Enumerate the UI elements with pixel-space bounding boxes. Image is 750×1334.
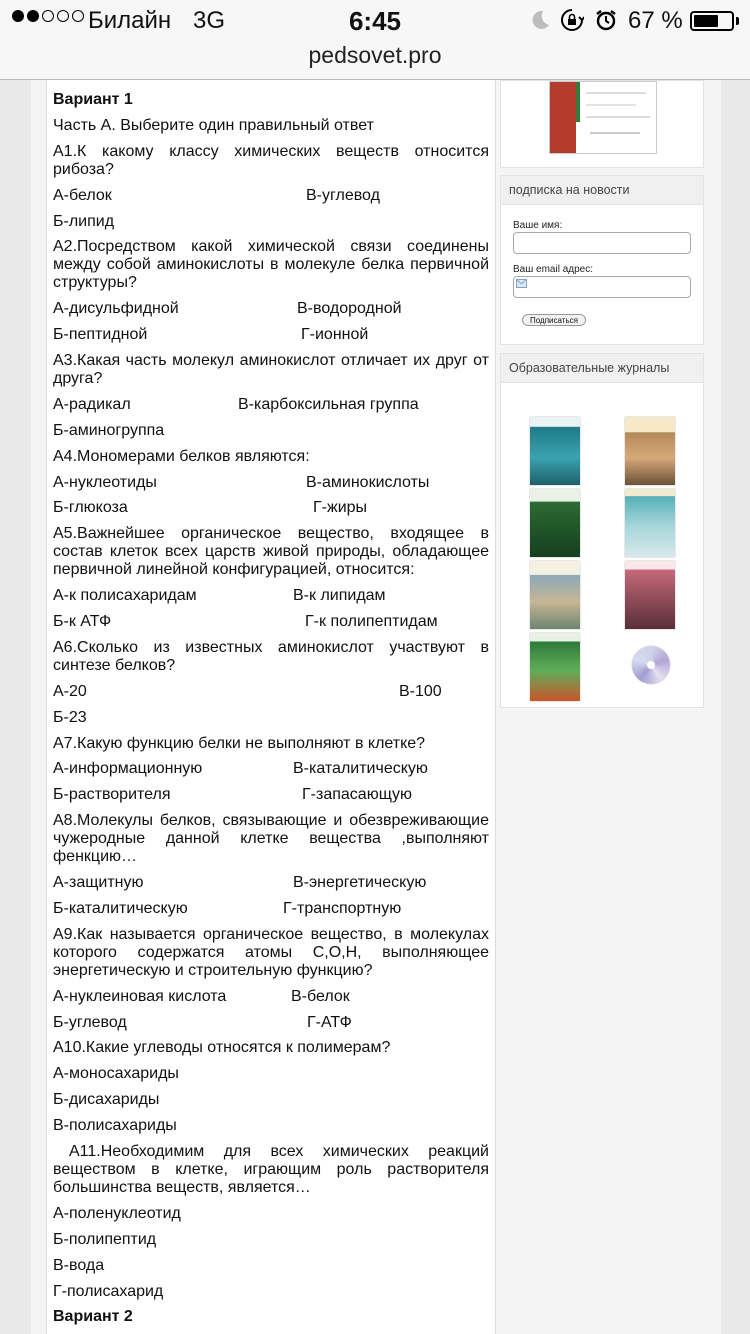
question-a2: А2.Посредством какой химической связи соединены между собой аминокислоты в молекуле белка первичной структуры? (53, 238, 489, 291)
clock: 6:45 (348, 6, 402, 36)
question-a6: А6.Сколько из известных аминокислот участвуют в синтезе белков? (53, 639, 489, 674)
question-a1: А1.К какому классу химических веществ относится рибоза? (53, 143, 489, 178)
answer-option: Г-АТФ (307, 1014, 352, 1031)
name-label: Ваше имя: (513, 220, 563, 231)
journals-title: Образовательные журналы (501, 354, 703, 383)
answer-option: В-белок (291, 988, 350, 1005)
answer-option: А-нуклеотиды (53, 474, 157, 491)
magazine-cover-3[interactable] (530, 489, 580, 557)
question-a9: А9.Как называется органическое вещество, в молекулах которого содержатся атомы С,О,Н, выполняющее энергетическую и строительную функцию? (53, 926, 489, 979)
answer-option: В-полисахариды (53, 1117, 177, 1134)
answer-option: В-углевод (306, 187, 380, 204)
cd-disc[interactable] (632, 646, 670, 684)
answer-option: Б-каталитическую (53, 900, 188, 917)
answer-option: В-водородной (297, 300, 402, 317)
sidebar-banner-box (500, 80, 704, 168)
answer-option: В-аминокислоты (306, 474, 430, 491)
answer-option: Г-запасающую (302, 786, 413, 803)
answer-option: Б-аминогруппа (53, 422, 165, 439)
carrier-name: Билайн (88, 7, 172, 34)
answer-option: Г-ионной (301, 326, 369, 343)
answer-option: В-100 (399, 683, 442, 700)
subscribe-widget (500, 175, 704, 345)
subscribe-button[interactable]: Подписаться (522, 314, 586, 326)
address-bar[interactable] (0, 40, 750, 80)
status-bar (0, 0, 750, 40)
answer-option: Б-дисахариды (53, 1091, 160, 1108)
answer-option: А-поленуклеотид (53, 1205, 181, 1222)
alarm-icon (594, 8, 618, 32)
email-label: Ваш email адрес: (513, 264, 594, 275)
magazine-cover-6[interactable] (625, 561, 675, 629)
question-a11: А11.Необходимим для всех химических реакций веществом в клетке, играющим роль растворителя большинства веществ, является… (53, 1143, 489, 1196)
magazine-cover-1[interactable] (530, 417, 580, 485)
variant-title: Вариант 2 (53, 1308, 133, 1325)
answer-option: А-моносахариды (53, 1065, 179, 1082)
rotation-lock-icon (560, 8, 584, 32)
answer-option: В-каталитическую (293, 760, 428, 777)
magazine-cover-7[interactable] (530, 633, 580, 701)
magazine-cover-4[interactable] (625, 489, 675, 557)
answer-option: Б-углевод (53, 1014, 127, 1031)
answer-option: А-к полисахаридам (53, 587, 197, 604)
answer-option: Г-транспортную (283, 900, 402, 917)
answer-option: Г-к полипептидам (305, 613, 438, 630)
answer-option: В-карбоксильная группа (238, 396, 419, 413)
answer-option: А-защитную (53, 874, 144, 891)
answer-option: А-белок (53, 187, 112, 204)
answer-option: Б-липид (53, 213, 115, 230)
question-a4: А4.Мономерами белков являются: (53, 448, 310, 465)
moon-icon (528, 8, 552, 32)
book-cover-image[interactable] (549, 81, 657, 154)
subscribe-title: подписка на новости (501, 176, 703, 205)
envelope-icon (516, 279, 527, 288)
battery-percent: 67 % (628, 7, 683, 34)
answer-option: В-вода (53, 1257, 105, 1274)
answer-option: А-20 (53, 683, 87, 700)
answer-option: Б-полипептид (53, 1231, 157, 1248)
question-a8: А8.Молекулы белков, связывающие и обезвреживающие чужеродные данной клетке вещества ,выполняют фенкцию… (53, 812, 489, 865)
answer-option: Б-растворителя (53, 786, 171, 803)
url-text: pedsovet.pro (308, 42, 442, 68)
answer-option: Б-23 (53, 709, 87, 726)
magazine-cover-5[interactable] (530, 561, 580, 629)
question-a7: А7.Какую функцию белки не выполняют в клетке? (53, 735, 426, 752)
email-input[interactable] (513, 276, 691, 298)
magazine-cover-director[interactable] (625, 417, 675, 485)
question-a5: А5.Важнейшее органическое вещество, входящее в состав клеток всех царств живой природы, обладающее первичной линейной конфигурацией, относится: (53, 525, 489, 578)
answer-option: А-информационную (53, 760, 203, 777)
answer-option: В-к липидам (293, 587, 386, 604)
network-type: 3G (193, 7, 226, 34)
answer-option: А-радикал (53, 396, 131, 413)
answer-option: Б-к АТФ (53, 613, 112, 630)
answer-option: Г-жиры (313, 499, 368, 516)
answer-option: Б-глюкоза (53, 499, 128, 516)
name-input[interactable] (513, 232, 691, 254)
answer-option: А-дисульфидной (53, 300, 179, 317)
answer-option: Б-пептидной (53, 326, 148, 343)
question-a3: А3.Какая часть молекул аминокислот отличает их друг от друга? (53, 352, 489, 387)
battery-icon (690, 11, 734, 31)
variant-title: Вариант 1 (53, 91, 133, 108)
answer-option: Г-полисахарид (53, 1283, 164, 1300)
journals-widget (500, 353, 704, 708)
part-heading: Часть А. Выберите один правильный ответ (53, 117, 374, 134)
answer-option: В-энергетическую (293, 874, 427, 891)
answer-option: А-нуклеиновая кислота (53, 988, 227, 1005)
question-a10: А10.Какие углеводы относятся к полимерам? (53, 1039, 391, 1056)
